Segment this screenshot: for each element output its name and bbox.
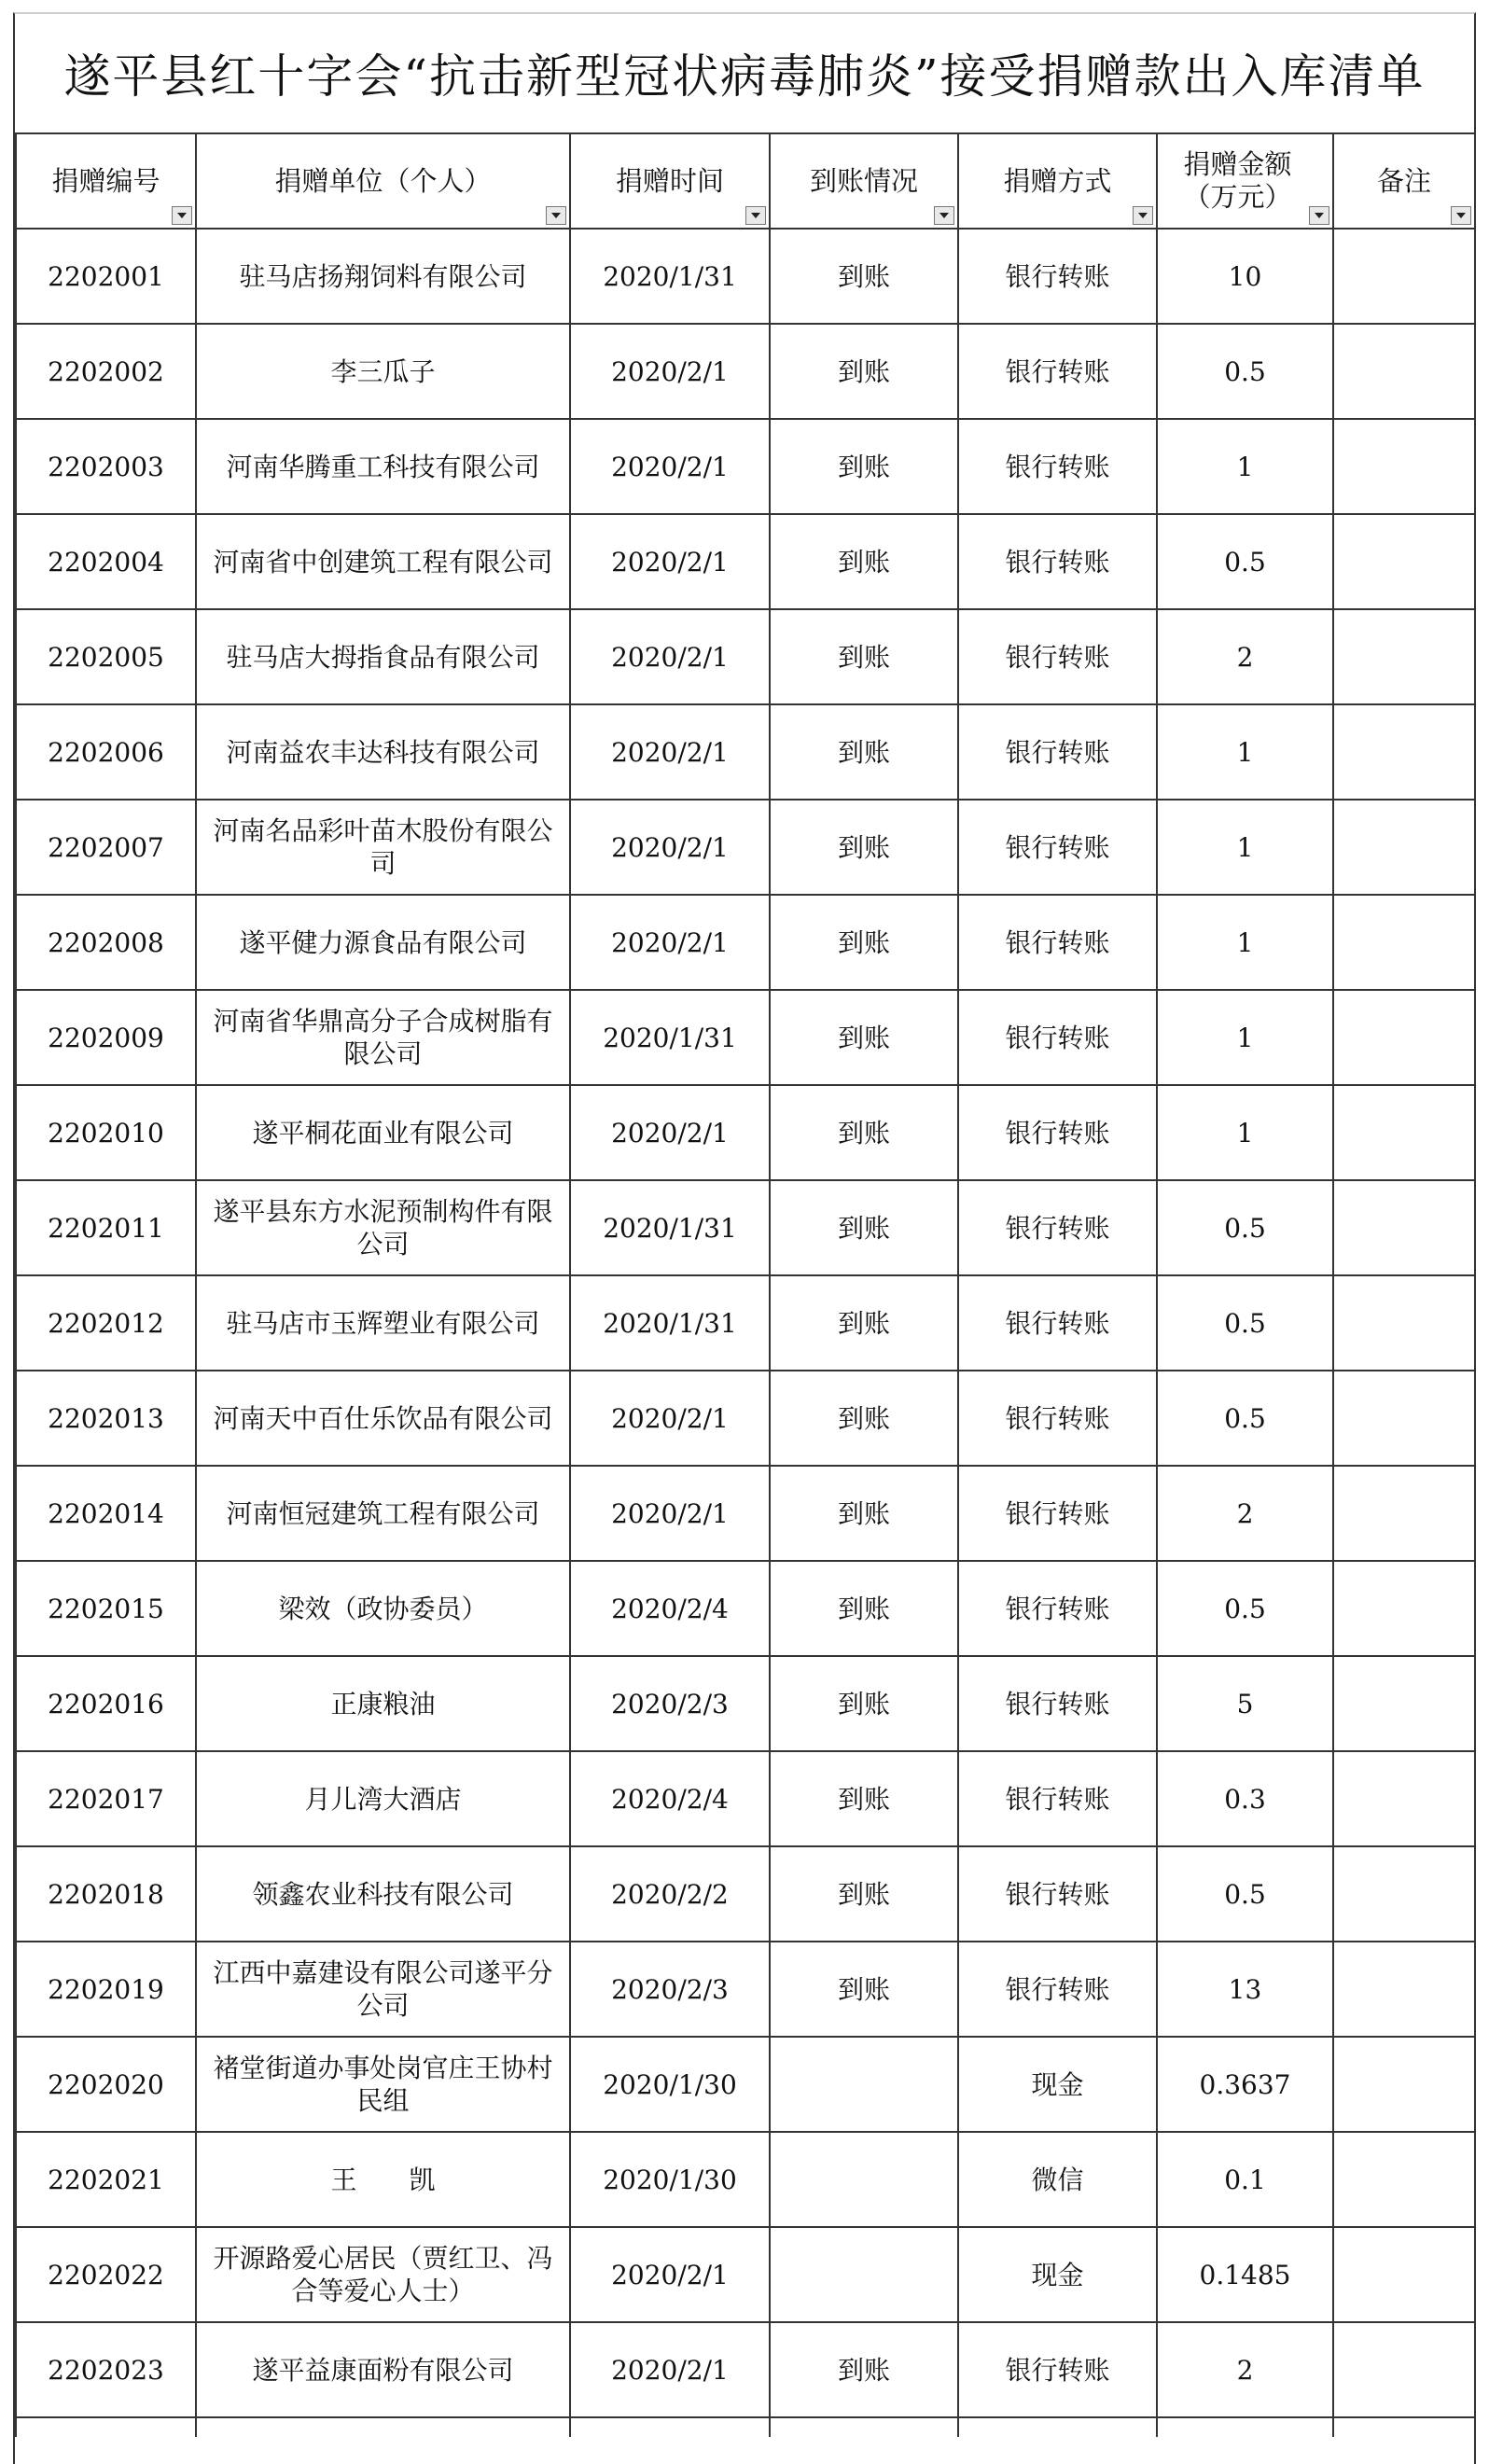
cell-note[interactable] [1333,2227,1475,2322]
cell-date[interactable]: 2020/1/31 [570,1180,770,1275]
header-row [16,133,1475,229]
cell-id[interactable]: 2202002 [16,324,196,419]
cell-date[interactable]: 2020/2/3 [570,1656,770,1751]
cell-date[interactable]: 2020/1/31 [570,1275,770,1371]
cell-method[interactable]: 银行转账 [958,1180,1157,1275]
table-row [16,1751,1475,1846]
cell-id[interactable]: 2202011 [16,1180,196,1275]
cell-amount[interactable]: 1 [1157,895,1333,990]
cell-date[interactable]: 2020/2/1 [570,1371,770,1466]
cell-id[interactable]: 2202022 [16,2227,196,2322]
cell-date[interactable]: 2020/2/3 [570,1942,770,2037]
cell-amount[interactable]: 1 [1157,1085,1333,1180]
cell-amount[interactable]: 0.5 [1157,1180,1333,1275]
cell-method[interactable]: 银行转账 [958,1656,1157,1751]
cell-amount[interactable]: 0.5 [1157,1371,1333,1466]
cell-donor[interactable]: 李三瓜子 [196,324,570,419]
cell-status[interactable]: 到账 [770,1656,958,1751]
cell-donor[interactable]: 河南省华鼎高分子合成树脂有限公司 [196,990,570,1085]
cell-method[interactable]: 银行转账 [958,1085,1157,1180]
cell-date[interactable]: 2020/2/1 [570,609,770,704]
cell-status[interactable]: 到账 [770,1751,958,1846]
table-row [16,2322,1475,2417]
cell-amount[interactable]: 0.1485 [1157,2227,1333,2322]
cell-date[interactable]: 2020/2/1 [570,514,770,609]
cell-method[interactable]: 银行转账 [958,514,1157,609]
cell-status[interactable]: 到账 [770,1466,958,1561]
cell-date[interactable]: 2020/1/30 [570,2132,770,2227]
cell-date[interactable]: 2020/2/1 [570,324,770,419]
cell-donor[interactable]: 梁效（政协委员） [196,1561,570,1656]
cell-amount[interactable]: 1 [1157,990,1333,1085]
cell-date[interactable]: 2020/2/1 [570,800,770,895]
cell-date[interactable]: 2020/2/4 [570,1751,770,1846]
cell-empty [1157,2417,1333,2437]
cell-date[interactable]: 2020/2/1 [570,704,770,800]
cell-method[interactable]: 银行转账 [958,1466,1157,1561]
cell-donor[interactable]: 遂平县东方水泥预制构件有限公司 [196,1180,570,1275]
cell-amount[interactable]: 13 [1157,1942,1333,2037]
cell-method[interactable]: 银行转账 [958,1561,1157,1656]
cell-id[interactable]: 2202005 [16,609,196,704]
cell-id[interactable]: 2202009 [16,990,196,1085]
cell-donor[interactable]: 王 凯 [196,2132,570,2227]
cell-donor[interactable]: 开源路爱心居民（贾红卫、冯合等爱心人士） [196,2227,570,2322]
cell-date[interactable]: 2020/2/1 [570,1085,770,1180]
column-header-donor: 捐赠单位（个人） [196,133,570,229]
cell-status[interactable]: 到账 [770,1085,958,1180]
cell-date[interactable]: 2020/2/1 [570,2322,770,2417]
table-row-partial [16,2417,1475,2437]
cell-id[interactable]: 2202008 [16,895,196,990]
cell-amount[interactable]: 1 [1157,419,1333,514]
cell-amount[interactable]: 0.1 [1157,2132,1333,2227]
cell-donor[interactable]: 正康粮油 [196,1656,570,1751]
cell-status[interactable]: 到账 [770,514,958,609]
cell-id[interactable]: 2202013 [16,1371,196,1466]
cell-method[interactable]: 银行转账 [958,324,1157,419]
column-header-id: 捐赠编号 [16,133,196,229]
cell-id[interactable]: 2202017 [16,1751,196,1846]
cell-date[interactable]: 2020/1/30 [570,2037,770,2132]
cell-empty [770,2417,958,2437]
cell-id[interactable]: 2202012 [16,1275,196,1371]
cell-status[interactable]: 到账 [770,800,958,895]
cell-empty [1333,2417,1475,2437]
table-row [16,514,1475,609]
filter-dropdown-icon[interactable] [546,206,566,225]
cell-note[interactable] [1333,1561,1475,1656]
cell-method[interactable]: 银行转账 [958,229,1157,324]
cell-donor[interactable]: 领鑫农业科技有限公司 [196,1846,570,1942]
cell-note[interactable] [1333,1656,1475,1751]
cell-note[interactable] [1333,609,1475,704]
cell-donor[interactable]: 河南恒冠建筑工程有限公司 [196,1466,570,1561]
cell-status[interactable]: 到账 [770,1942,958,2037]
cell-method[interactable]: 现金 [958,2227,1157,2322]
filter-dropdown-icon[interactable] [1451,206,1471,225]
cell-date[interactable]: 2020/1/31 [570,229,770,324]
filter-dropdown-icon[interactable] [1133,206,1153,225]
cell-id[interactable]: 2202023 [16,2322,196,2417]
cell-amount[interactable]: 0.3637 [1157,2037,1333,2132]
cell-donor[interactable]: 驻马店大拇指食品有限公司 [196,609,570,704]
cell-status[interactable]: 到账 [770,609,958,704]
cell-note[interactable] [1333,1942,1475,2037]
cell-status[interactable]: 到账 [770,990,958,1085]
cell-date[interactable]: 2020/2/1 [570,2227,770,2322]
table-row [16,2227,1475,2322]
sheet-title: 遂平县红十字会“抗击新型冠状病毒肺炎”接受捐赠款出入库清单 [63,49,1426,104]
cell-note[interactable] [1333,800,1475,895]
cell-id[interactable]: 2202014 [16,1466,196,1561]
cell-method[interactable]: 银行转账 [958,1371,1157,1466]
cell-status[interactable]: 到账 [770,1561,958,1656]
table-row [16,1180,1475,1275]
cell-note[interactable] [1333,704,1475,800]
cell-donor[interactable]: 遂平健力源食品有限公司 [196,895,570,990]
cell-amount[interactable]: 0.5 [1157,1846,1333,1942]
cell-donor[interactable]: 驻马店市玉辉塑业有限公司 [196,1275,570,1371]
column-header-method: 捐赠方式 [958,133,1157,229]
cell-donor[interactable]: 遂平益康面粉有限公司 [196,2322,570,2417]
cell-status[interactable]: 到账 [770,324,958,419]
cell-method[interactable]: 银行转账 [958,704,1157,800]
table-row [16,990,1475,1085]
table-row [16,895,1475,990]
cell-id[interactable]: 2202015 [16,1561,196,1656]
cell-status[interactable] [770,2037,958,2132]
cell-method[interactable]: 银行转账 [958,990,1157,1085]
cell-method[interactable]: 银行转账 [958,609,1157,704]
cell-status[interactable]: 到账 [770,704,958,800]
cell-note[interactable] [1333,1371,1475,1466]
cell-note[interactable] [1333,514,1475,609]
table-row [16,1942,1475,2037]
cell-status[interactable] [770,2132,958,2227]
cell-method[interactable]: 微信 [958,2132,1157,2227]
cell-id[interactable]: 2202006 [16,704,196,800]
cell-id[interactable]: 2202007 [16,800,196,895]
cell-amount[interactable]: 10 [1157,229,1333,324]
cell-status[interactable]: 到账 [770,2322,958,2417]
cell-amount[interactable]: 2 [1157,609,1333,704]
cell-donor[interactable]: 河南益农丰达科技有限公司 [196,704,570,800]
cell-note[interactable] [1333,990,1475,1085]
column-header-amount: 捐赠金额（万元） [1157,133,1333,229]
filter-dropdown-icon[interactable] [934,206,954,225]
cell-date[interactable]: 2020/2/1 [570,1466,770,1561]
cell-status[interactable]: 到账 [770,229,958,324]
cell-amount[interactable]: 0.5 [1157,324,1333,419]
cell-note[interactable] [1333,895,1475,990]
filter-dropdown-icon[interactable] [172,206,192,225]
cell-amount[interactable]: 1 [1157,800,1333,895]
cell-method[interactable]: 银行转账 [958,1751,1157,1846]
cell-status[interactable]: 到账 [770,895,958,990]
table-row [16,1846,1475,1942]
cell-note[interactable] [1333,2132,1475,2227]
cell-note[interactable] [1333,1751,1475,1846]
cell-id[interactable]: 2202018 [16,1846,196,1942]
cell-donor[interactable]: 河南名品彩叶苗木股份有限公司 [196,800,570,895]
cell-status[interactable]: 到账 [770,419,958,514]
cell-status[interactable]: 到账 [770,1371,958,1466]
cell-donor[interactable]: 江西中嘉建设有限公司遂平分公司 [196,1942,570,2037]
cell-note[interactable] [1333,229,1475,324]
cell-date[interactable]: 2020/2/2 [570,1846,770,1942]
table-row [16,324,1475,419]
cell-note[interactable] [1333,419,1475,514]
cell-id[interactable]: 2202021 [16,2132,196,2227]
cell-note[interactable] [1333,1846,1475,1942]
cell-donor[interactable]: 驻马店扬翔饲料有限公司 [196,229,570,324]
cell-amount[interactable]: 2 [1157,2322,1333,2417]
cell-status[interactable]: 到账 [770,1180,958,1275]
table-row [16,704,1475,800]
cell-status[interactable]: 到账 [770,1275,958,1371]
table-row [16,229,1475,324]
cell-amount[interactable]: 2 [1157,1466,1333,1561]
cell-id[interactable]: 2202004 [16,514,196,609]
cell-method[interactable]: 银行转账 [958,1942,1157,2037]
cell-id[interactable]: 2202020 [16,2037,196,2132]
cell-donor[interactable]: 河南天中百仕乐饮品有限公司 [196,1371,570,1466]
cell-amount[interactable]: 0.3 [1157,1751,1333,1846]
donation-table [15,132,1476,2437]
cell-amount[interactable]: 0.5 [1157,514,1333,609]
cell-method[interactable]: 银行转账 [958,895,1157,990]
cell-amount[interactable]: 0.5 [1157,1561,1333,1656]
cell-donor[interactable]: 河南华腾重工科技有限公司 [196,419,570,514]
cell-note[interactable] [1333,1180,1475,1275]
cell-amount[interactable]: 5 [1157,1656,1333,1751]
cell-empty [958,2417,1157,2437]
cell-amount[interactable]: 1 [1157,704,1333,800]
cell-note[interactable] [1333,2037,1475,2132]
cell-note[interactable] [1333,2322,1475,2417]
cell-method[interactable]: 现金 [958,2037,1157,2132]
table-row [16,2037,1475,2132]
column-header-date: 捐赠时间 [570,133,770,229]
cell-amount[interactable]: 0.5 [1157,1275,1333,1371]
cell-donor[interactable]: 褚堂街道办事处岗官庄王协村民组 [196,2037,570,2132]
cell-empty [570,2417,770,2437]
cell-id[interactable]: 2202010 [16,1085,196,1180]
cell-date[interactable]: 2020/1/31 [570,990,770,1085]
cell-method[interactable]: 银行转账 [958,1846,1157,1942]
cell-method[interactable]: 银行转账 [958,2322,1157,2417]
table-row [16,2132,1475,2227]
cell-empty [196,2417,570,2437]
column-header-status: 到账情况 [770,133,958,229]
cell-date[interactable]: 2020/2/1 [570,895,770,990]
cell-donor[interactable]: 月儿湾大酒店 [196,1751,570,1846]
cell-note[interactable] [1333,324,1475,419]
filter-dropdown-icon[interactable] [1309,206,1329,225]
cell-note[interactable] [1333,1275,1475,1371]
cell-status[interactable]: 到账 [770,1846,958,1942]
table-row [16,1466,1475,1561]
filter-dropdown-icon[interactable] [745,206,766,225]
cell-id[interactable]: 2202003 [16,419,196,514]
cell-donor[interactable]: 河南省中创建筑工程有限公司 [196,514,570,609]
cell-method[interactable]: 银行转账 [958,1275,1157,1371]
cell-donor[interactable]: 遂平桐花面业有限公司 [196,1085,570,1180]
table-row [16,800,1475,895]
cell-id[interactable]: 2202019 [16,1942,196,2037]
cell-method[interactable]: 银行转账 [958,419,1157,514]
cell-date[interactable]: 2020/2/1 [570,419,770,514]
cell-date[interactable]: 2020/2/4 [570,1561,770,1656]
cell-status[interactable] [770,2227,958,2322]
table-row [16,609,1475,704]
table-row [16,1371,1475,1466]
cell-empty [16,2417,196,2437]
table-row [16,1085,1475,1180]
table-row [16,419,1475,514]
cell-note[interactable] [1333,1466,1475,1561]
table-row [16,1275,1475,1371]
table-row [16,1656,1475,1751]
table-row [16,1561,1475,1656]
donation-sheet [13,12,1476,2464]
table-body [16,229,1475,2437]
cell-id[interactable]: 2202016 [16,1656,196,1751]
column-header-note: 备注 [1333,133,1475,229]
cell-method[interactable]: 银行转账 [958,800,1157,895]
cell-id[interactable]: 2202001 [16,229,196,324]
cell-note[interactable] [1333,1085,1475,1180]
